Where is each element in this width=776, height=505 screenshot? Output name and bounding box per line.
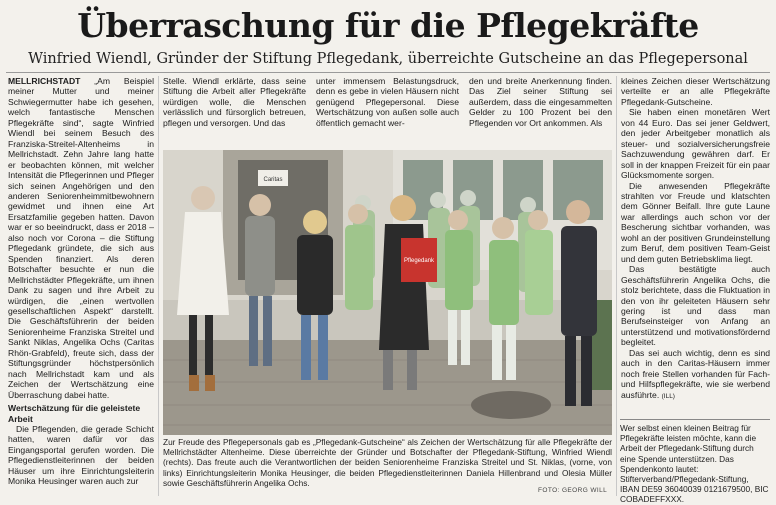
article-column-4 [469,76,612,148]
paragraph: Die anwesenden Pflegekräfte strahlten vor Freude und klatschten dem Gönner Beifall. Ihre gute Laune war allerdings auch schon vor der Bescherung sichtbar vorhanden, was wohl an der positiven Grundeinstellung zum Beruf, dem positiven Team-Geist und dem guten Betriebsklima liegt. [621,180,770,264]
photo-caption: Zur Freude des Pflegepersonals gab es „Pflegedank-Gutscheine“ als Zeichen der Wertschätzung für alle Pflegekräfte der Mellrichstädter Altenheime. Diese überreichte der Gründer und Botschafter der Pflegedank-Stiftung, Winfried Wiendl (rechts). Das freute auch die Verantwortlichen der beiden Seniorenheime Franziska Streitel und St. Niklas, (vorne, von links) Einrichtungsleiterin Monika Heusinger, die beiden Pflegedienstleiterinnen Daniela Hillenbrand und Olesia Müller sowie Geschäftsführerin Angelika Ochs. [163,437,612,488]
article-column-2 [163,76,306,148]
article-photo [163,150,612,435]
paragraph: Stelle. Wiendl erklärte, dass seine Stiftung die Arbeit aller Pflegekräfte würdigen wolle, die Menschen verlässlich und fürsorglich betreuen, pflegen und versorgen. Und das [163,76,306,128]
headline: Überraschung für die Pflegekräfte [77,6,699,45]
paragraph-text: „Am Beispiel meiner Mutter und meiner Schwiegermutter habe ich gesehen, welch fantastische Menschen Pflegekräfte sind“, sagte Winfried Wiendl bei seinem Besuch des Franziska-Streitel-Altenheims in Mellrichstadt. Zehn Jahre lang hatte er beobachten können, mit welcher Intensität die Pflegerinnen und Pfleger sich seinen Angehörigen und den anderen Seniorenheimmitbewohnern gewidmet und ihnen eine Art Ersatzfamilie gegeben hatten. Davon war er so beeindruckt, dass er 2018 – also noch vor Corona – die Stiftung Pflegedank gründete, die sich aus Spenden finanziert. Als deren Botschafter besuchte er nun die Mellrichstädter Pflegekräfte, um ihnen Dank zu sagen und ihre Arbeit zu würdigen, die „einen wertvollen gesellschaftlichen Aspekt“ darstellt. Die Geschäftsführerin der beiden Seniorenheime Franziska Streitel und Sankt Niklas, Angelika Ochs (Caritas Rhön-Grabfeld), freute sich, dass der Stiftungsgründer höchstpersönlich nach Mellrichstadt kam und als Zeichen der Wertschätzung eine Überraschung dabei hatte. [8,76,154,400]
column-separator [616,76,617,496]
folder-text: Pflegedank [403,258,435,264]
paragraph: den und breite Anerkennung finden. Das Ziel seiner Stiftung sei außerdem, dass die eingesammelten Gelder zu 100 Prozent bei den Pflegenden vor Ort ankommen. Als [469,76,612,128]
article-column-3 [316,76,459,148]
paragraph: kleines Zeichen dieser Wertschätzung verteilte er an alle Pflegekräfte Pflegedank-Gutscheine. [621,76,770,107]
paragraph-text: Das sei auch wichtig, denn es sind auch in den Caritas-Häusern immer noch freie Stellen vorhanden für Fach- und Hilfspflegekräfte, wie sie werbend ausführte. [621,347,770,400]
paragraph: unter immensem Belastungsdruck, denn es gebe in vielen Häusern nicht genügend Pflegepersonal. Diese Wertschätzung von außen solle auch öffentlich gemacht wer- [316,76,459,128]
donation-info-box: Wer selbst einen kleinen Beitrag für Pflegekräfte leisten möchte, kann die Arbeit der Pflegedank-Stiftung durch eine Spende unterstützen. Das Spendenkonto lautet: Stifterverband/Pflegedank-Stiftung, IBAN DE59 36040039 0121679500, BIC COBADEFFXXX. [620,419,770,505]
divider [6,72,770,73]
wall-sign-text: Caritas [263,177,283,183]
article-column-1 [8,76,154,498]
paragraph [8,76,154,400]
column-separator [158,76,159,496]
dateline: MELLRICHSTADT [8,76,81,86]
author-initials: (ILL) [661,392,675,400]
paragraph: Sie haben einen monetären Wert von 44 Euro. Das sei jener Geldwert, den jeder Arbeitgeber monatlich als steuer- und sozialversicherungsfreie Sachzuwendung gewähren darf. Er soll in der knappen Freizeit für ein paar Glücksmomente sorgen. [621,107,770,181]
article-column-5 [621,76,770,416]
section-heading: Wertschätzung für die geleistete Arbeit [8,403,141,424]
paragraph: Das bestätigte auch Geschäftsführerin Angelika Ochs, die stolz berichtete, dass die Fluktuation in den von ihr geleiteten Häusern sehr gering ist und dass man Berufseinsteiger von Anfang an unterstützend und motivationsfördernd begleitet. [621,264,770,348]
subheadline: Winfried Wiendl, Gründer der Stiftung Pflegedank, überreichte Gutscheine an das Pflegepersonal [28,51,748,67]
photo-credit: FOTO: GEORG WILL [538,487,608,494]
paragraph: Die Pflegenden, die gerade Schicht hatten, waren dafür vor das Eingangsportal gerufen worden. Die Pflegedienstleiterinnen der beiden Häuser um ihre Einrichtungsleiterin Monika Heusinger waren auch zur [8,423,154,487]
